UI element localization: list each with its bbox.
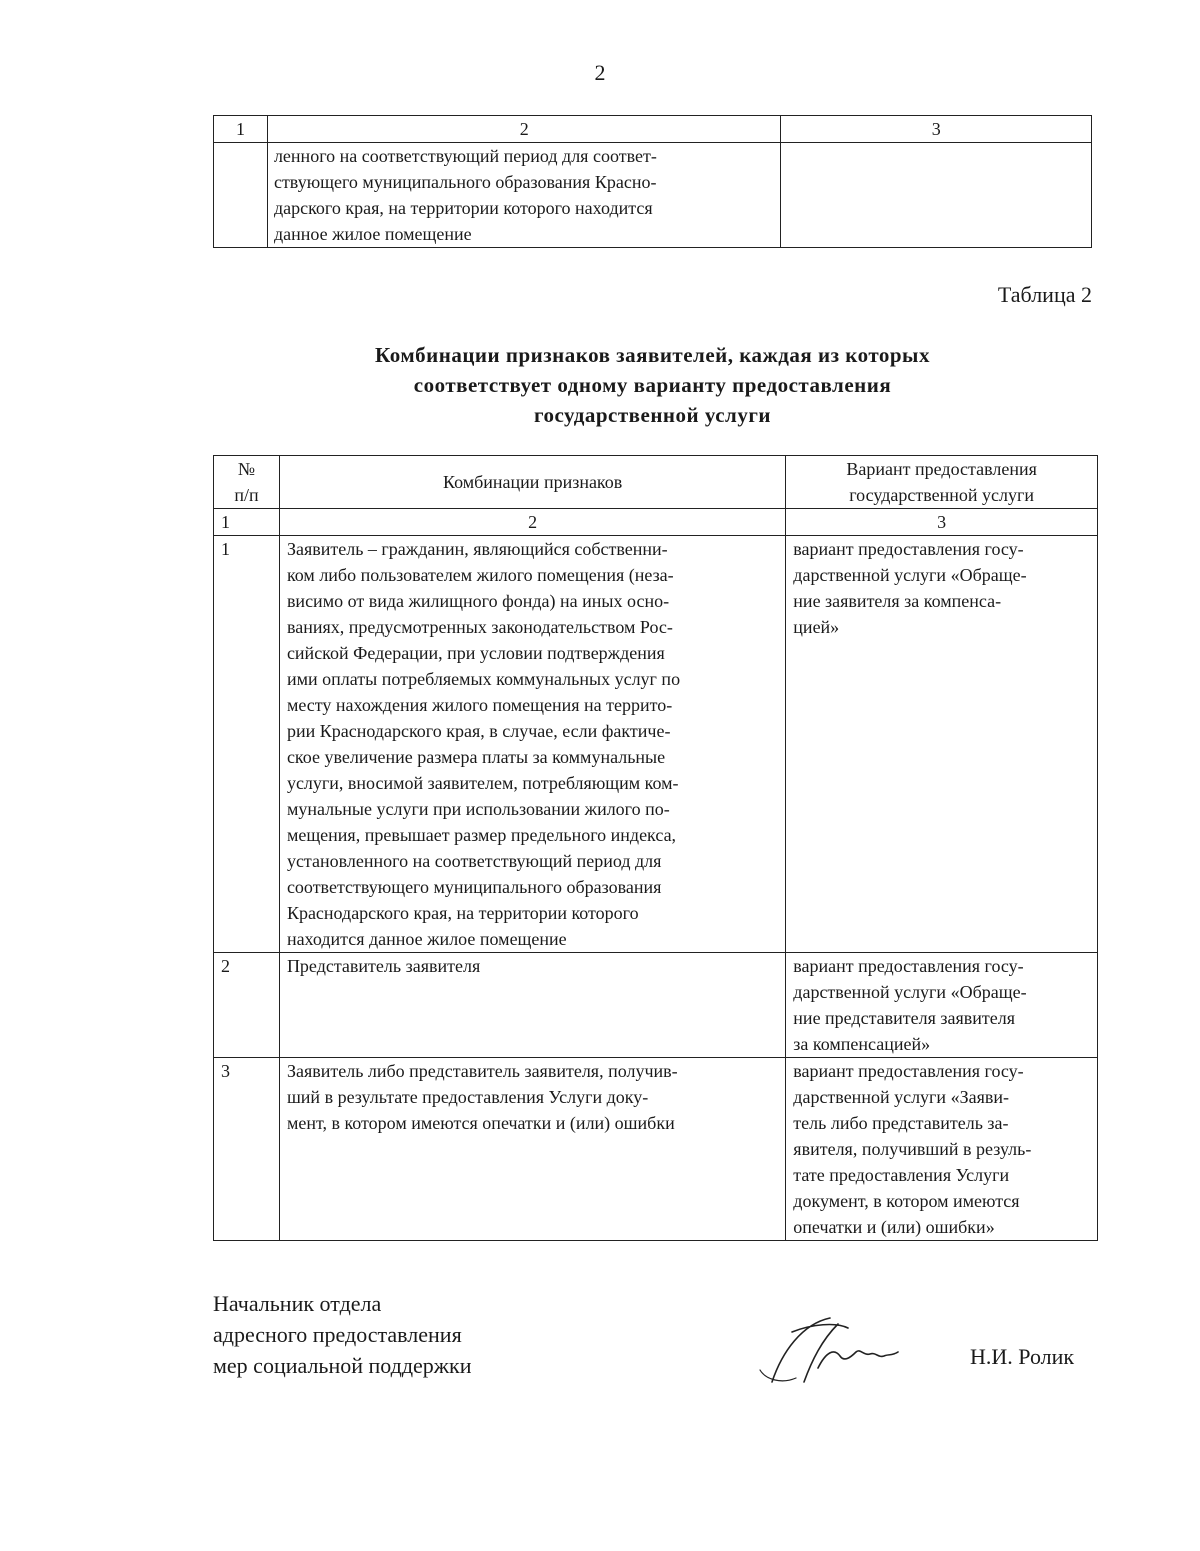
text-line: дарственной услуги «Заяви- [793, 1087, 1009, 1107]
text-line: дарственной услуги «Обраще- [793, 565, 1027, 585]
title-line: Комбинации признаков заявителей, каждая из которых [375, 343, 930, 367]
col-number-3: 3 [781, 116, 1092, 143]
text-line: дарственной услуги «Обраще- [793, 982, 1027, 1002]
row-variant [786, 536, 1098, 953]
text-line: тель либо представитель за- [793, 1113, 1009, 1133]
header-text: п/п [234, 485, 259, 505]
text-line: за компенсацией» [793, 1034, 931, 1054]
text-line: ние заявителя за компенса- [793, 591, 1002, 611]
text-line: ленного на соответствующий период для соответ- [273, 146, 657, 166]
row-combo [279, 953, 785, 1058]
row-combo [279, 1058, 785, 1241]
col-number-2: 2 [279, 509, 785, 536]
col-number-1: 1 [214, 116, 268, 143]
text-line: тате предоставления Услуги [793, 1165, 1010, 1185]
title-line: соответствует одному варианту предоставления [413, 373, 892, 397]
text-line: цией» [793, 617, 840, 637]
text-line: мунальные услуги при использовании жилого по- [286, 799, 670, 819]
text-line: услуги, вносимой заявителем, потребляющим ком- [286, 773, 679, 793]
table-title [213, 340, 1092, 430]
row-variant [786, 1058, 1098, 1241]
header-text: № [237, 459, 256, 479]
text-line: мент, в котором имеются опечатки и (или) ошибки [286, 1113, 675, 1133]
row-num: 1 [214, 536, 280, 953]
text-line: ствующего муниципального образования Красно- [273, 172, 657, 192]
text-line: явителя, получивший в резуль- [793, 1139, 1032, 1159]
text-line: Представитель заявителя [286, 956, 481, 976]
header-text: государственной услуги [849, 485, 1035, 505]
position-line: Начальник отдела [213, 1291, 382, 1316]
text-line: ние представителя заявителя [793, 1008, 1016, 1028]
cell-num [214, 143, 268, 248]
text-line: вариант предоставления госу- [793, 956, 1024, 976]
cell-variant [781, 143, 1092, 248]
combinations-table [213, 455, 1098, 1241]
row-num: 2 [214, 953, 280, 1058]
table-row [214, 536, 1098, 953]
text-line: опечатки и (или) ошибки» [793, 1217, 995, 1237]
table-caption: Таблица 2 [997, 282, 1092, 307]
col-number-2: 2 [267, 116, 780, 143]
text-line: вариант предоставления госу- [793, 539, 1024, 559]
signatory-position [213, 1288, 471, 1381]
signer-name: Н.И. Ролик [970, 1344, 1075, 1369]
text-line: ими оплаты потребляемых коммунальных услуг по [286, 669, 681, 689]
text-line: находится данное жилое помещение [286, 929, 567, 949]
table-header-row [214, 116, 1092, 143]
text-line: соответствующего муниципального образования [286, 877, 662, 897]
page-number: 2 [594, 60, 606, 85]
table-row [214, 953, 1098, 1058]
column-numbers-row [214, 509, 1098, 536]
text-line: рии Краснодарского края, в случае, если фактиче- [286, 721, 671, 741]
handwritten-signature [752, 1312, 912, 1392]
text-line: Заявитель либо представитель заявителя, получив- [286, 1061, 678, 1081]
header-variant [786, 456, 1098, 509]
table-row [214, 1058, 1098, 1241]
text-line: вариант предоставления госу- [793, 1061, 1024, 1081]
text-line: мещения, превышает размер предельного индекса, [286, 825, 677, 845]
text-line: Краснодарского края, на территории которого [286, 903, 639, 923]
position-line: мер социальной поддержки [213, 1353, 472, 1378]
title-line: государственной услуги [534, 403, 771, 427]
text-line: ское увеличение размера платы за коммунальные [286, 747, 666, 767]
text-line: ваниях, предусмотренных законодательством Рос- [286, 617, 673, 637]
text-line: документ, в котором имеются [793, 1191, 1020, 1211]
col-number-1: 1 [214, 509, 280, 536]
cell-text [267, 143, 780, 248]
text-line: данное жилое помещение [273, 224, 472, 244]
text-line: Заявитель – гражданин, являющийся собственни- [286, 539, 668, 559]
position-line: адресного предоставления [213, 1322, 462, 1347]
row-num: 3 [214, 1058, 280, 1241]
row-combo [279, 536, 785, 953]
text-line: висимо от вида жилищного фонда) на иных осно- [286, 591, 670, 611]
row-variant [786, 953, 1098, 1058]
header-text: Вариант предоставления [846, 459, 1037, 479]
text-line: дарского края, на территории которого находится [273, 198, 653, 218]
table-header-row [214, 456, 1098, 509]
table-row [214, 143, 1092, 248]
text-line: месту нахождения жилого помещения на террито- [286, 695, 673, 715]
text-line: установленного на соответствующий период для [286, 851, 662, 871]
header-num [214, 456, 280, 509]
continuation-table [213, 115, 1092, 248]
header-combo: Комбинации признаков [279, 456, 785, 509]
text-line: ком либо пользователем жилого помещения (неза- [286, 565, 674, 585]
text-line: сийской Федерации, при условии подтверждения [286, 643, 665, 663]
text-line: ший в результате предоставления Услуги доку- [286, 1087, 649, 1107]
col-number-3: 3 [786, 509, 1098, 536]
